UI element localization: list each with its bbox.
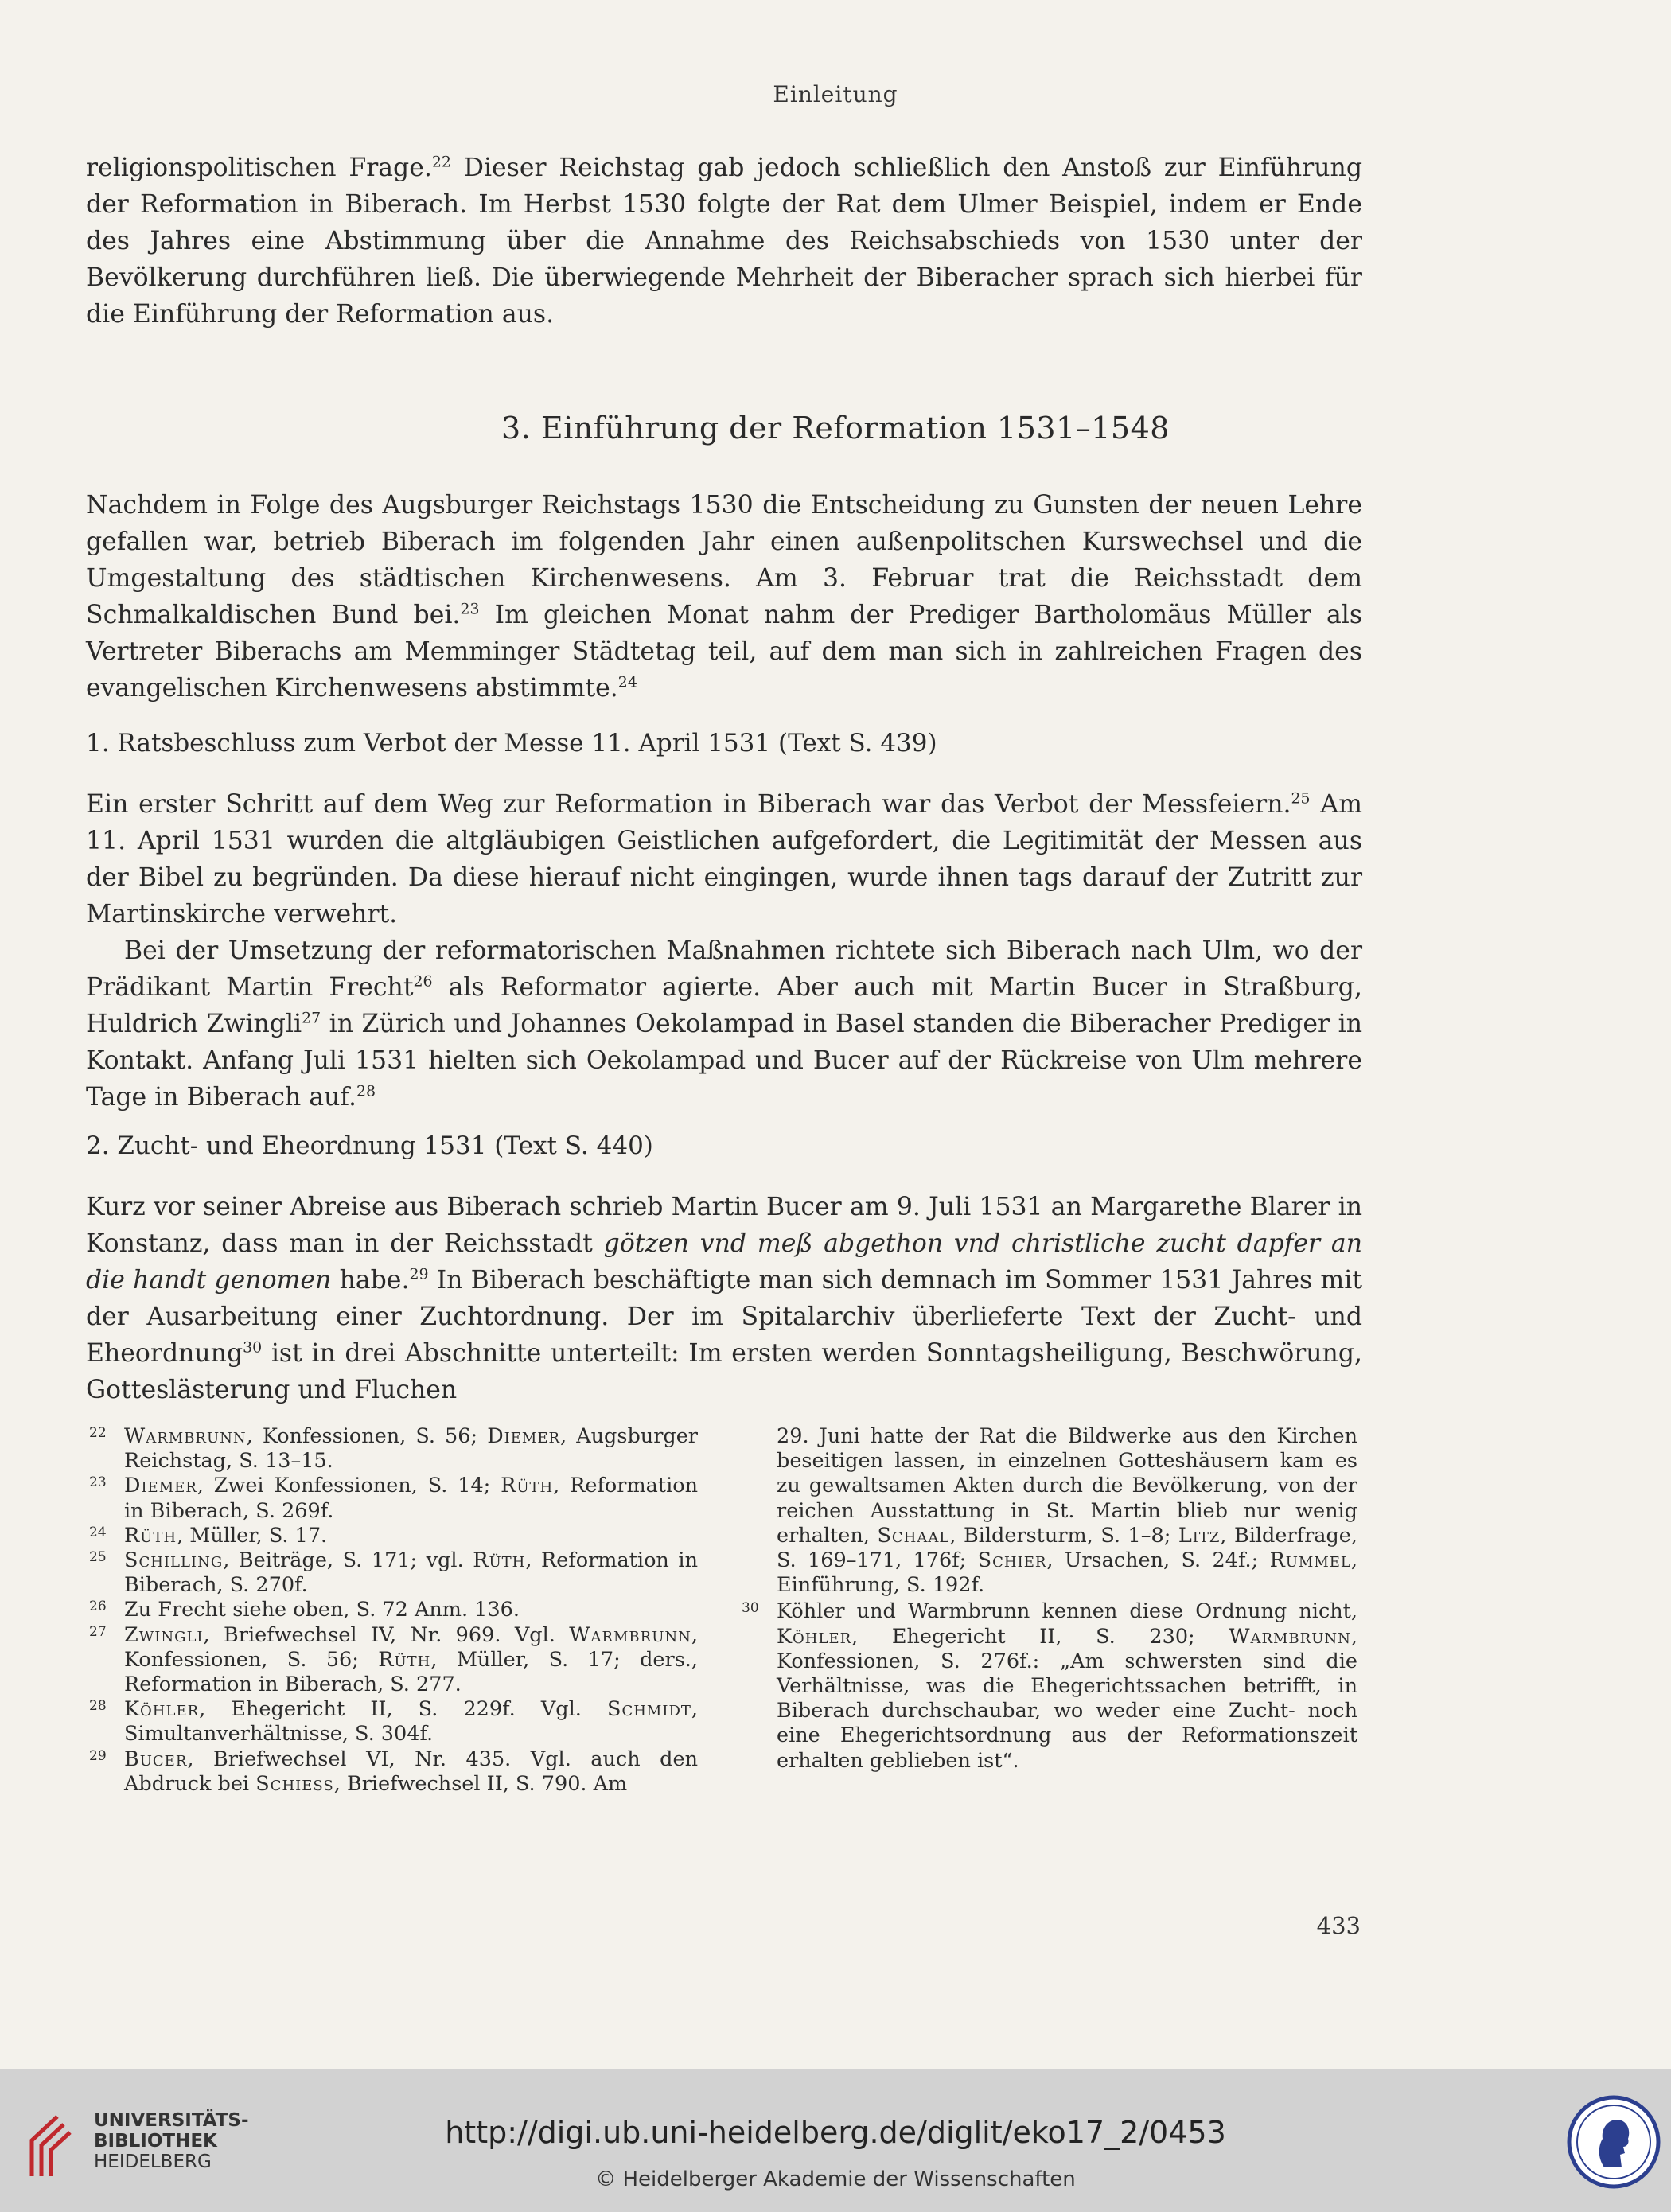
footnote — [89, 1424, 698, 1474]
footnote — [89, 1548, 698, 1598]
footnote — [89, 1474, 698, 1523]
footnote — [89, 1697, 698, 1747]
author-name: Zwingli — [124, 1622, 204, 1647]
footnote-number: 24 — [89, 1524, 107, 1540]
paragraph: Nachdem in Folge des Augsburger Reichstags 1530 die Entscheidung zu Gunsten der neuen Lehre gefallen war, betrieb Biberach im folgenden Jahr einen außenpolitschen Kurswechsel und die Umgestaltung des städtischen Kirchenwesens. Am 3. Februar trat die Reichsstadt dem Schmalkaldischen Bund bei.$^{23}$ Im gleichen Monat nahm der Prediger Bartholomäus Müller als Vertreter Biberachs am Memminger Städtetag teil, auf dem man sich in zahlreichen Fragen des evangelischen Kirchenwesens abstimmte.$^{24}$ — [86, 491, 1363, 703]
paragraph: Ein erster Schritt auf dem Weg zur Reformation in Biberach war das Verbot der Messfeiern.$^{25}$ Am 11. April 1531 wurden die altgläubigen Geistlichen aufgefordert, die Legitimität der Messen aus der Bibel zu begründen. Da diese hierauf nicht eingingen, wurde ihnen tags darauf der Zutritt zur Martinskirche verwehrt. — [86, 789, 1362, 929]
author-name: Rüth — [124, 1523, 177, 1548]
author-name: Rüth — [473, 1548, 526, 1573]
author-name: Rüth — [501, 1474, 554, 1498]
footnote-ref: 22 — [431, 153, 451, 171]
footnote-text: Zwingli, Briefwechsel IV, Nr. 969. Vgl. Warmbrunn, Konfessionen, S. 56; Rüth, Müller, S. 17; ders., Reformation in Biberach, S. 277. — [124, 1622, 698, 1697]
paragraph-zuchtordnung — [86, 1189, 1362, 1408]
author-name: Rummel — [1269, 1548, 1351, 1573]
footnote-ref: 24 — [617, 673, 637, 691]
footnote — [742, 1599, 1357, 1773]
paragraph: Bei der Umsetzung der reformatorischen Maßnahmen richtete sich Biberach nach Ulm, wo der Prädikant Martin Frecht$^{26}$ als Reformator agierte. Aber auch mit Martin Bucer in Straßburg, Huldrich Zwingli$^{27}$ in Zürich und Johannes Oekolampad in Basel standen die Biberacher Prediger in Kontakt. Anfang Juli 1531 hielten sich Oekolampad und Bucer auf der Rückreise von Ulm mehrere Tage in Biberach auf.$^{28}$ — [86, 937, 1362, 1112]
author-name: Schilling — [124, 1548, 224, 1573]
footnote — [742, 1424, 1357, 1598]
author-name: Schmidt — [606, 1697, 691, 1722]
author-name: Warmbrunn — [124, 1424, 247, 1448]
section-heading: 3. Einführung der Reformation 1531–1548 — [501, 411, 1170, 446]
author-name: Litz — [1178, 1523, 1221, 1548]
footnote-ref: 29 — [409, 1265, 429, 1283]
footnote-number: 25 — [89, 1549, 107, 1566]
quoted-source-text: götzen vnd meß abgethon vnd christliche zucht dapfer an die handt genomen — [86, 1229, 1362, 1295]
footnote-ref: 25 — [1291, 789, 1311, 808]
academy-seal-icon — [1566, 2094, 1661, 2190]
footnote — [89, 1598, 698, 1622]
footnote-ref: 23 — [460, 600, 480, 618]
footnote-text: Zu Frecht siehe oben, S. 72 Anm. 136. — [124, 1598, 520, 1622]
author-name: Diemer — [487, 1424, 561, 1448]
permalink-url[interactable]: http://digi.ub.uni-heidelberg.de/diglit/eko17_2/0453 — [445, 2115, 1226, 2150]
paragraph: Kurz vor seiner Abreise aus Biberach schrieb Martin Bucer am 9. Juli 1531 an Margarethe Blarer in Konstanz, dass man in der Reichsstadt götzen vnd meß abgethon vnd christliche zucht dapfer an die handt genomen habe.$^{29}$ In Biberach beschäftigte man sich demnach im Sommer 1531 Jahres mit der Ausarbeitung einer Zuchtordnung. Der im Spitalarchiv überlieferte Text der Zucht- und Eheordnung$^{30}$ ist in drei Abschnitte unterteilt: Im ersten werden Sonntagsheiligung, Beschwörung, Gotteslästerung und Fluchen — [86, 1193, 1362, 1404]
footnote-text: 29. Juni hatte der Rat die Bildwerke aus den Kirchen beseitigen lassen, in einzelnen Gotteshäusern kam es zu gewaltsamen Akten durch die Bevölkerung, von der reichen Ausstattung in St. Martin blieb nur wenig erhalten, Schaal, Bildersturm, S. 1–8; Litz, Bilderfrage, S. 169–171, 176f; Schier, Ursachen, S. 24f.; Rummel, Einführung, S. 192f. — [777, 1424, 1357, 1598]
footnote-number: 30 — [742, 1600, 759, 1617]
author-name: Diemer — [124, 1474, 197, 1498]
author-name: Köhler — [124, 1697, 200, 1722]
footnotes-left-column — [89, 1424, 698, 1797]
paragraph-intro — [86, 150, 1362, 333]
footnote-ref: 30 — [243, 1338, 263, 1357]
author-name: Bucer — [124, 1747, 188, 1771]
library-name-line: UNIVERSITÄTS- — [94, 2110, 249, 2131]
footnote-ref: 26 — [413, 972, 433, 991]
footnote-number: 23 — [89, 1474, 107, 1491]
footnote-ref: 28 — [356, 1082, 376, 1100]
footnote-number: 28 — [89, 1698, 107, 1715]
viewer-footer — [0, 2069, 1671, 2212]
library-name-line: BIBLIOTHEK — [94, 2131, 217, 2152]
footnote-text: Köhler und Warmbrunn kennen diese Ordnung nicht, Köhler, Ehegericht II, S. 230; Warmbrunn, Konfessionen, S. 276f.: „Am schwersten sind die Verhältnisse, was die Ehegerichtssachen betrifft, in Biberach durchschaubar, wo weder eine Zucht- noch eine Ehegerichtsordnung aus der Reformationszeit erhalten geblieben ist“. — [777, 1599, 1357, 1773]
author-name: Köhler — [777, 1624, 852, 1649]
subheading-ratsbeschluss: 1. Ratsbeschluss zum Verbot der Messe 11. April 1531 (Text S. 439) — [86, 729, 937, 757]
footnote-text: Diemer, Zwei Konfessionen, S. 14; Rüth, Reformation in Biberach, S. 269f. — [124, 1474, 698, 1523]
author-name: Rüth — [378, 1647, 431, 1672]
paragraphs-ratsbeschluss — [86, 786, 1362, 1116]
footnote-number: 29 — [89, 1747, 107, 1764]
footnote-number: 27 — [89, 1623, 107, 1640]
paragraph-section-intro — [86, 487, 1362, 707]
paragraph: religionspolitischen Frage.$^{22}$ Dieser Reichstag gab jedoch schließlich den Anstoß zur Einführung der Reformation in Biberach. Im Herbst 1530 folgte der Rat dem Ulmer Beispiel, indem er Ende des Jahres eine Abstimmung über die Annahme des Reichsabschieds von 1530 unter der Bevölkerung durchführen ließ. Die überwiegende Mehrheit der Biberacher sprach sich hierbei für die Einführung der Reformation aus. — [86, 153, 1362, 329]
author-name: Schaal — [877, 1523, 950, 1548]
author-name: Schier — [977, 1548, 1047, 1573]
author-name: Warmbrunn — [569, 1622, 691, 1647]
subheading-zuchtordnung: 2. Zucht- und Eheordnung 1531 (Text S. 440) — [86, 1131, 653, 1160]
author-name: Warmbrunn — [1229, 1624, 1351, 1649]
author-name: Schiess — [255, 1771, 334, 1796]
copyright-notice: © Heidelberger Akademie der Wissenschaften — [595, 2167, 1076, 2191]
footnote-text: Rüth, Müller, S. 17. — [124, 1523, 328, 1548]
footnote-number: 26 — [89, 1599, 107, 1615]
footnote — [89, 1747, 698, 1797]
footnote — [89, 1623, 698, 1698]
footnote-text: Köhler, Ehegericht II, S. 229f. Vgl. Schmidt, Simultanverhältnisse, S. 304f. — [124, 1697, 698, 1747]
page-number: 433 — [1316, 1912, 1361, 1939]
footnote-text: Bucer, Briefwechsel VI, Nr. 435. Vgl. auch den Abdruck bei Schiess, Briefwechsel II, S. 790. Am — [124, 1747, 698, 1796]
footnote-number: 22 — [89, 1425, 107, 1441]
footnote-text: Schilling, Beiträge, S. 171; vgl. Rüth, Reformation in Biberach, S. 270f. — [124, 1548, 698, 1598]
footnotes-right-column — [742, 1424, 1357, 1774]
footnote — [89, 1524, 698, 1548]
running-head: Einleitung — [773, 81, 898, 107]
footnote-text: Warmbrunn, Konfessionen, S. 56; Diemer, Augsburger Reichstag, S. 13–15. — [124, 1424, 698, 1474]
library-name-line: HEIDELBERG — [94, 2152, 212, 2172]
footnote-ref: 27 — [302, 1009, 321, 1027]
